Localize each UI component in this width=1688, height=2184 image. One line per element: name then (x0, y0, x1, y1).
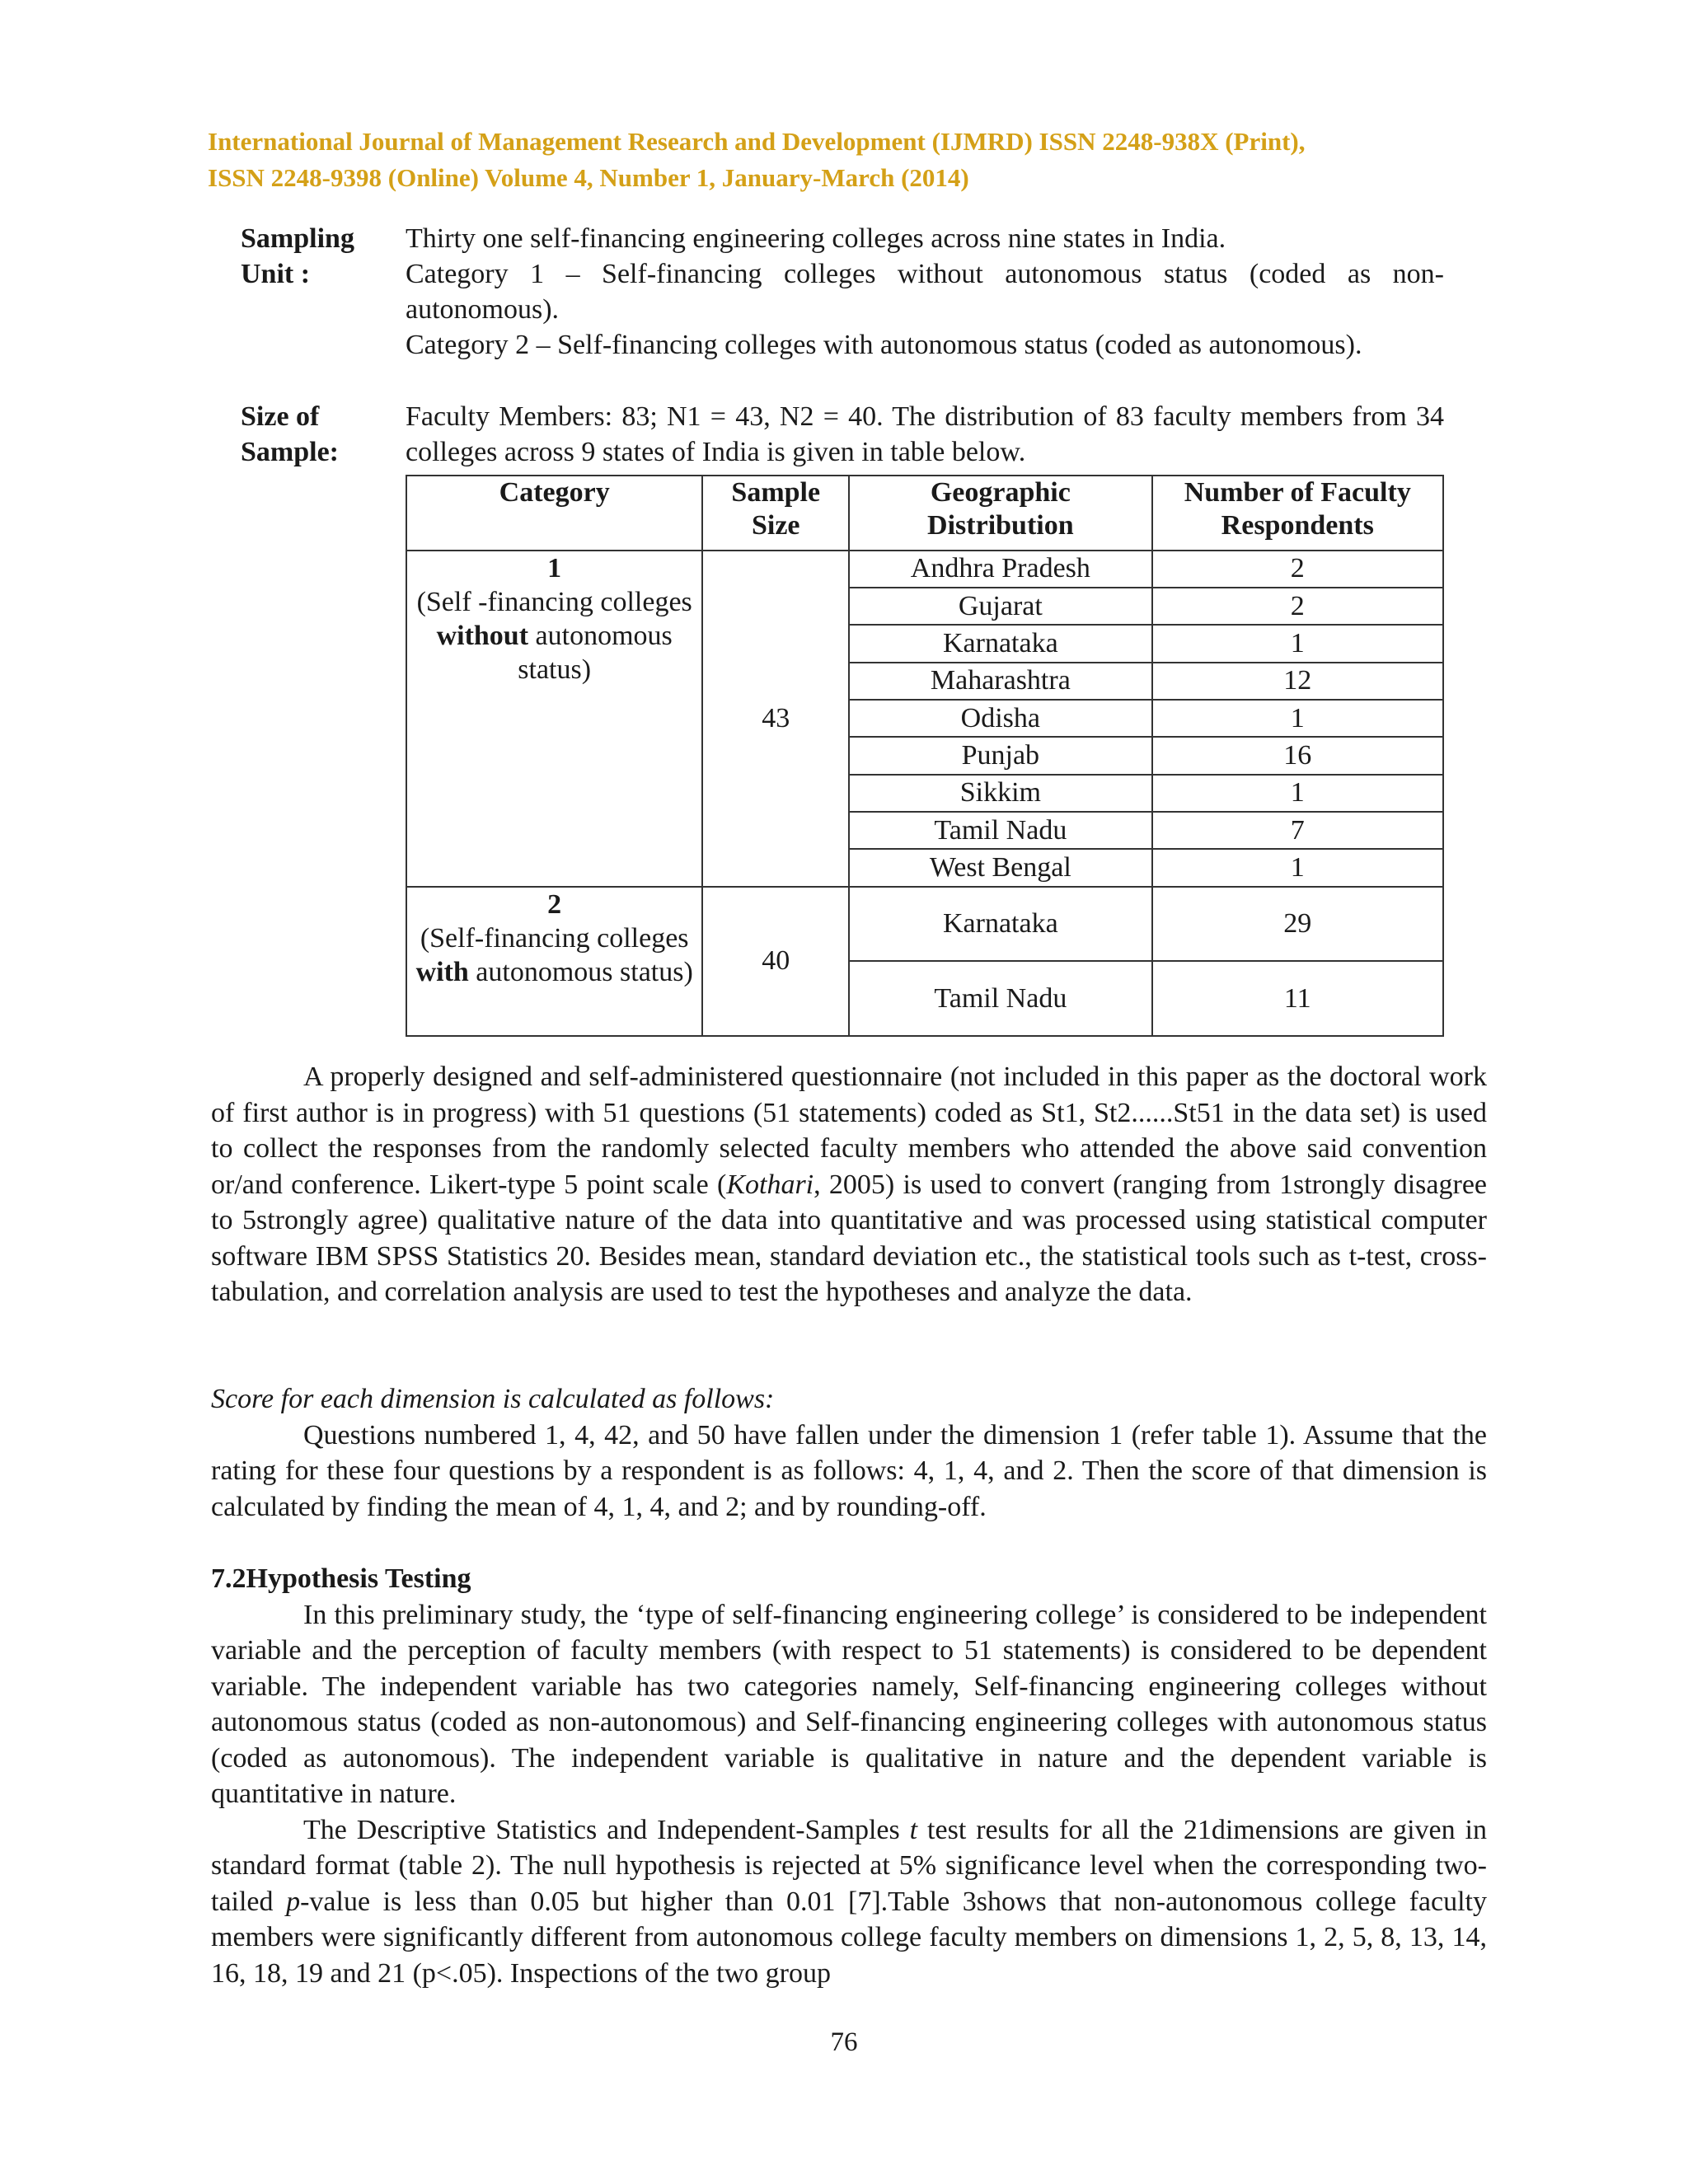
category-2-cell: 2 (Self-financing colleges with autonomous status) (406, 887, 702, 1036)
score-section (211, 1381, 1487, 1525)
sampling-unit-section (241, 221, 1444, 398)
header-sample-size: Sample Size (702, 476, 849, 551)
count-cell: 1 (1152, 775, 1443, 812)
state-cell: Tamil Nadu (849, 961, 1151, 1036)
hypothesis-paragraph-1: In this preliminary study, the ‘type of self-financing engineering college’ is considered to be independent variable and the perception of faculty members (with respect to 51 statements) is considered to be dependent variable. The independent variable has two categories namely, Self-financing engineering colleges without autonomous status (coded as non-autonomous) and Self-financing engineering colleges with autonomous status (coded as autonomous). The independent variable is qualitative in nature and the dependent variable is quantitative in nature. (211, 1599, 1487, 1809)
state-cell: Punjab (849, 737, 1151, 774)
count-cell: 1 (1152, 625, 1443, 662)
journal-header-line2: ISSN 2248-9398 (Online) Volume 4, Number 1, January-March (2014) (208, 163, 969, 192)
header-geographic-distribution: Geographic Distribution (849, 476, 1151, 551)
count-cell: 11 (1152, 961, 1443, 1036)
sample-size-label: Size of Sample: (241, 401, 339, 467)
state-cell: Gujarat (849, 588, 1151, 625)
sample-size-text: Faculty Members: 83; N1 = 43, N2 = 40. The distribution of 83 faculty members from 34 colleges across 9 states of India is given in table below. (406, 401, 1444, 467)
count-cell: 29 (1152, 887, 1443, 962)
score-heading: Score for each dimension is calculated as follows: (211, 1384, 775, 1414)
sample-size-section (241, 399, 1444, 473)
count-cell: 1 (1152, 700, 1443, 737)
state-cell: Karnataka (849, 887, 1151, 962)
header-faculty-respondents: Number of Faculty Respondents (1152, 476, 1443, 551)
table-header-row (406, 476, 1443, 551)
journal-header (208, 124, 1493, 196)
table-row (406, 551, 1443, 588)
sampling-unit-text: Thirty one self-financing engineering colleges across nine states in India. Category 1 – Self-financing colleges without autonomous status (coded as non-autonomous). Category 2 – Self-financing colleges with autonomous status (coded as autonomous). (406, 223, 1444, 360)
methodology-paragraph: A properly designed and self-administered questionnaire (not included in this paper as the doctoral work of first author is in progress) with 51 questions (51 statements) coded as St1, St2......St51 in the data set) is used to collect the responses from the randomly selected faculty members who attended the above said convention or/and conference. Likert-type 5 point scale (Kothari, 2005) is used to convert (ranging from 1strongly disagree to 5strongly agree) qualitative nature of the data into quantitative and was processed using statistical computer software IBM SPSS Statistics 20. Besides mean, standard deviation etc., the statistical tools such as t-test, cross-tabulation, and correlation analysis are used to test the hypotheses and analyze the data. (211, 1062, 1487, 1307)
distribution-table (406, 475, 1444, 1037)
state-cell: West Bengal (849, 849, 1151, 886)
state-cell: Karnataka (849, 625, 1151, 662)
count-cell: 16 (1152, 737, 1443, 774)
hypothesis-heading: 7.2Hypothesis Testing (211, 1563, 471, 1594)
table-row (406, 887, 1443, 962)
state-cell: Odisha (849, 700, 1151, 737)
count-cell: 2 (1152, 588, 1443, 625)
score-text: Questions numbered 1, 4, 42, and 50 have fallen under the dimension 1 (refer table 1). Assume that the rating for these four questions by a respondent is as follows: 4, 1, 4, and 2. Then the score of that dimension is calculated by finding the mean of 4, 1, 4, and 2; and by rounding-off. (211, 1419, 1487, 1522)
journal-header-line1: International Journal of Management Research and Development (IJMRD) ISSN 2248-938X (Print), (208, 127, 1306, 156)
count-cell: 12 (1152, 663, 1443, 700)
hypothesis-paragraph-2: The Descriptive Statistics and Independent-Samples t test results for all the 21dimensions are given in standard format (table 2). The null hypothesis is rejected at 5% significance level when the corresponding two-tailed p-value is less than 0.05 but higher than 0.01 [7].Table 3shows that non-autonomous college faculty members were significantly different from autonomous college faculty members on dimensions 1, 2, 5, 8, 13, 14, 16, 18, 19 and 21 (p<.05). Inspections of the two group (211, 1814, 1487, 1989)
category-1-cell: 1 (Self -financing colleges without autonomous status) (406, 551, 702, 887)
sample-size-1: 43 (702, 551, 849, 887)
state-cell: Sikkim (849, 775, 1151, 812)
count-cell: 2 (1152, 551, 1443, 588)
hypothesis-section (211, 1561, 1487, 1991)
count-cell: 7 (1152, 812, 1443, 849)
sample-size-2: 40 (702, 887, 849, 1036)
sampling-unit-label: Sampling Unit : (241, 223, 354, 289)
page-number: 76 (830, 2027, 858, 2057)
state-cell: Tamil Nadu (849, 812, 1151, 849)
count-cell: 1 (1152, 849, 1443, 886)
state-cell: Maharashtra (849, 663, 1151, 700)
state-cell: Andhra Pradesh (849, 551, 1151, 588)
header-category: Category (406, 476, 702, 551)
